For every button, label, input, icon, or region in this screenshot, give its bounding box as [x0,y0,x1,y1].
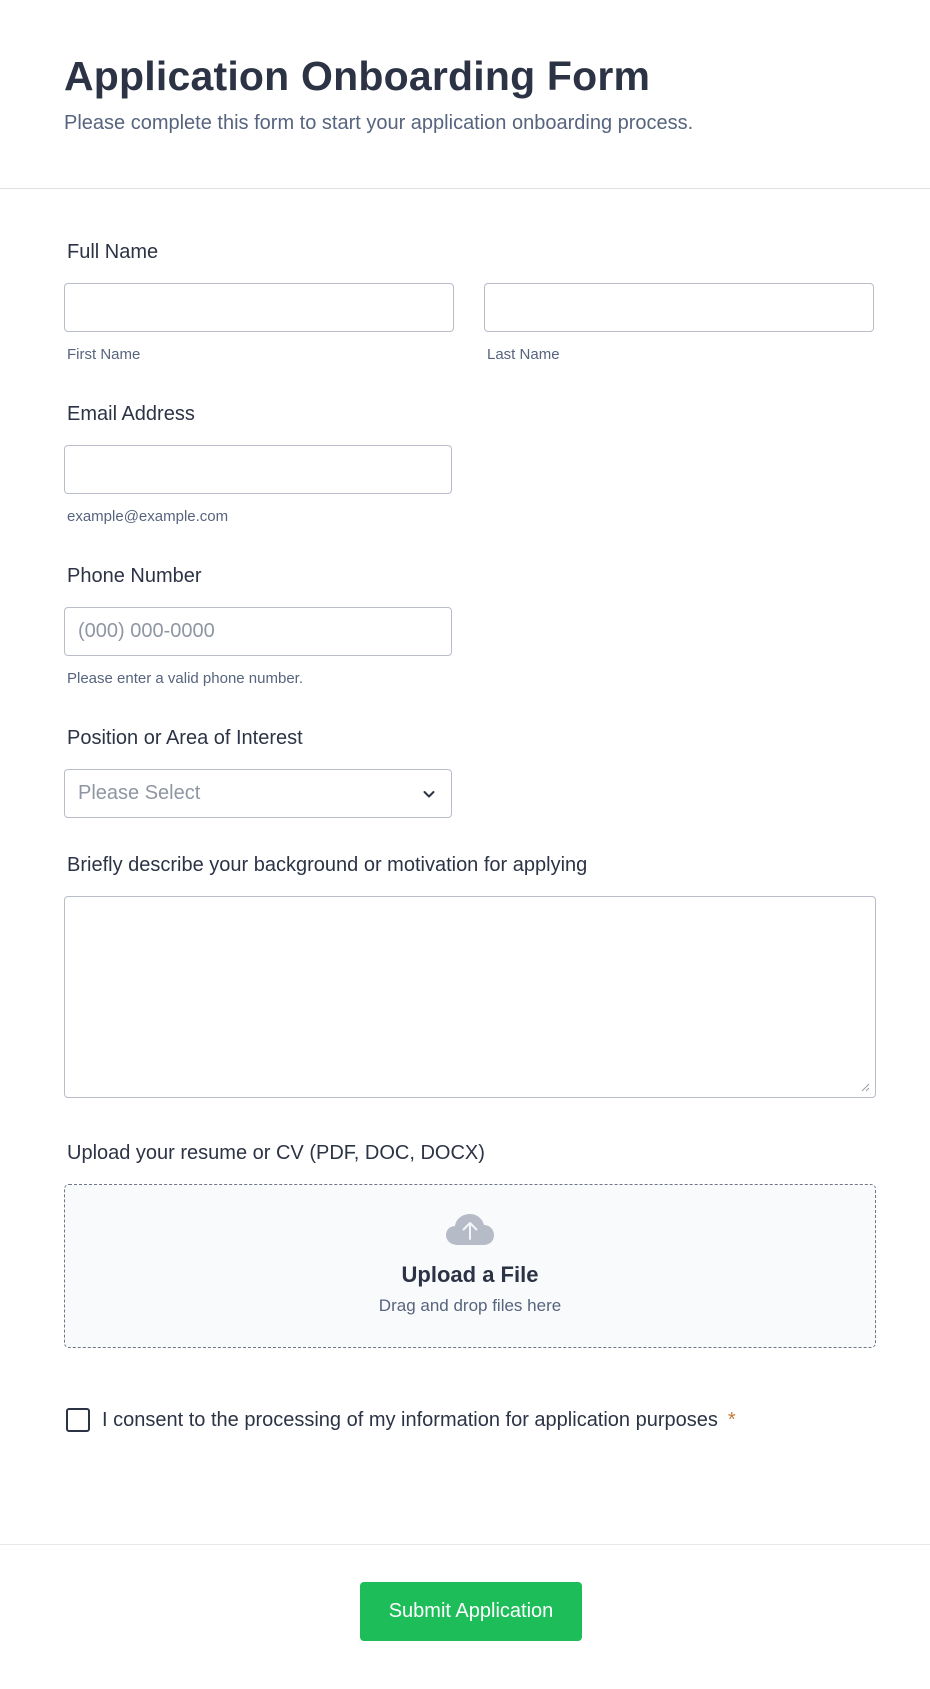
position-field [64,725,866,818]
phone-label: Phone Number [67,565,202,587]
position-select-value: Please Select [78,782,201,804]
upload-label: Upload your resume or CV (PDF, DOC, DOCX) [67,1142,485,1164]
about-field [64,852,866,1098]
email-input[interactable] [64,445,452,494]
resize-grip-icon[interactable] [860,1082,870,1092]
consent-checkbox[interactable] [66,1408,90,1432]
phone-sublabel: Please enter a valid phone number. [67,670,303,687]
first-name-input[interactable] [64,283,454,332]
page-subtitle: Please complete this form to start your application onboarding process. [64,112,694,134]
form-footer [0,1544,930,1689]
upload-dropzone[interactable] [64,1184,876,1348]
upload-field [64,1140,866,1348]
submit-button[interactable]: Submit Application [360,1582,582,1641]
form-body [0,189,930,1432]
email-label: Email Address [67,403,195,425]
first-name-group [64,283,454,365]
upload-subtitle: Drag and drop files here [378,1296,562,1315]
phone-field [64,563,866,689]
page-title: Application Onboarding Form [64,53,651,99]
email-sublabel: example@example.com [67,508,229,525]
cloud-upload-icon [445,1213,495,1247]
required-asterisk: * [727,1408,736,1431]
chevron-down-icon [421,786,437,802]
about-textarea[interactable] [64,896,876,1098]
consent-label[interactable]: I consent to the processing of my information for application purposes [102,1408,718,1431]
full-name-label: Full Name [67,241,159,263]
full-name-field [64,239,866,365]
about-label: Briefly describe your background or motivation for applying [67,854,588,876]
position-select[interactable] [64,769,452,818]
email-field [64,401,866,527]
upload-title: Upload a File [401,1262,539,1287]
first-name-sublabel: First Name [67,346,141,363]
name-row [64,283,866,365]
about-textarea-wrap [64,896,876,1098]
consent-row [64,1408,866,1432]
position-label: Position or Area of Interest [67,727,303,749]
last-name-input[interactable] [484,283,874,332]
last-name-group [484,283,874,365]
phone-input[interactable] [64,607,452,656]
last-name-sublabel: Last Name [487,346,560,363]
form-header [0,0,930,189]
